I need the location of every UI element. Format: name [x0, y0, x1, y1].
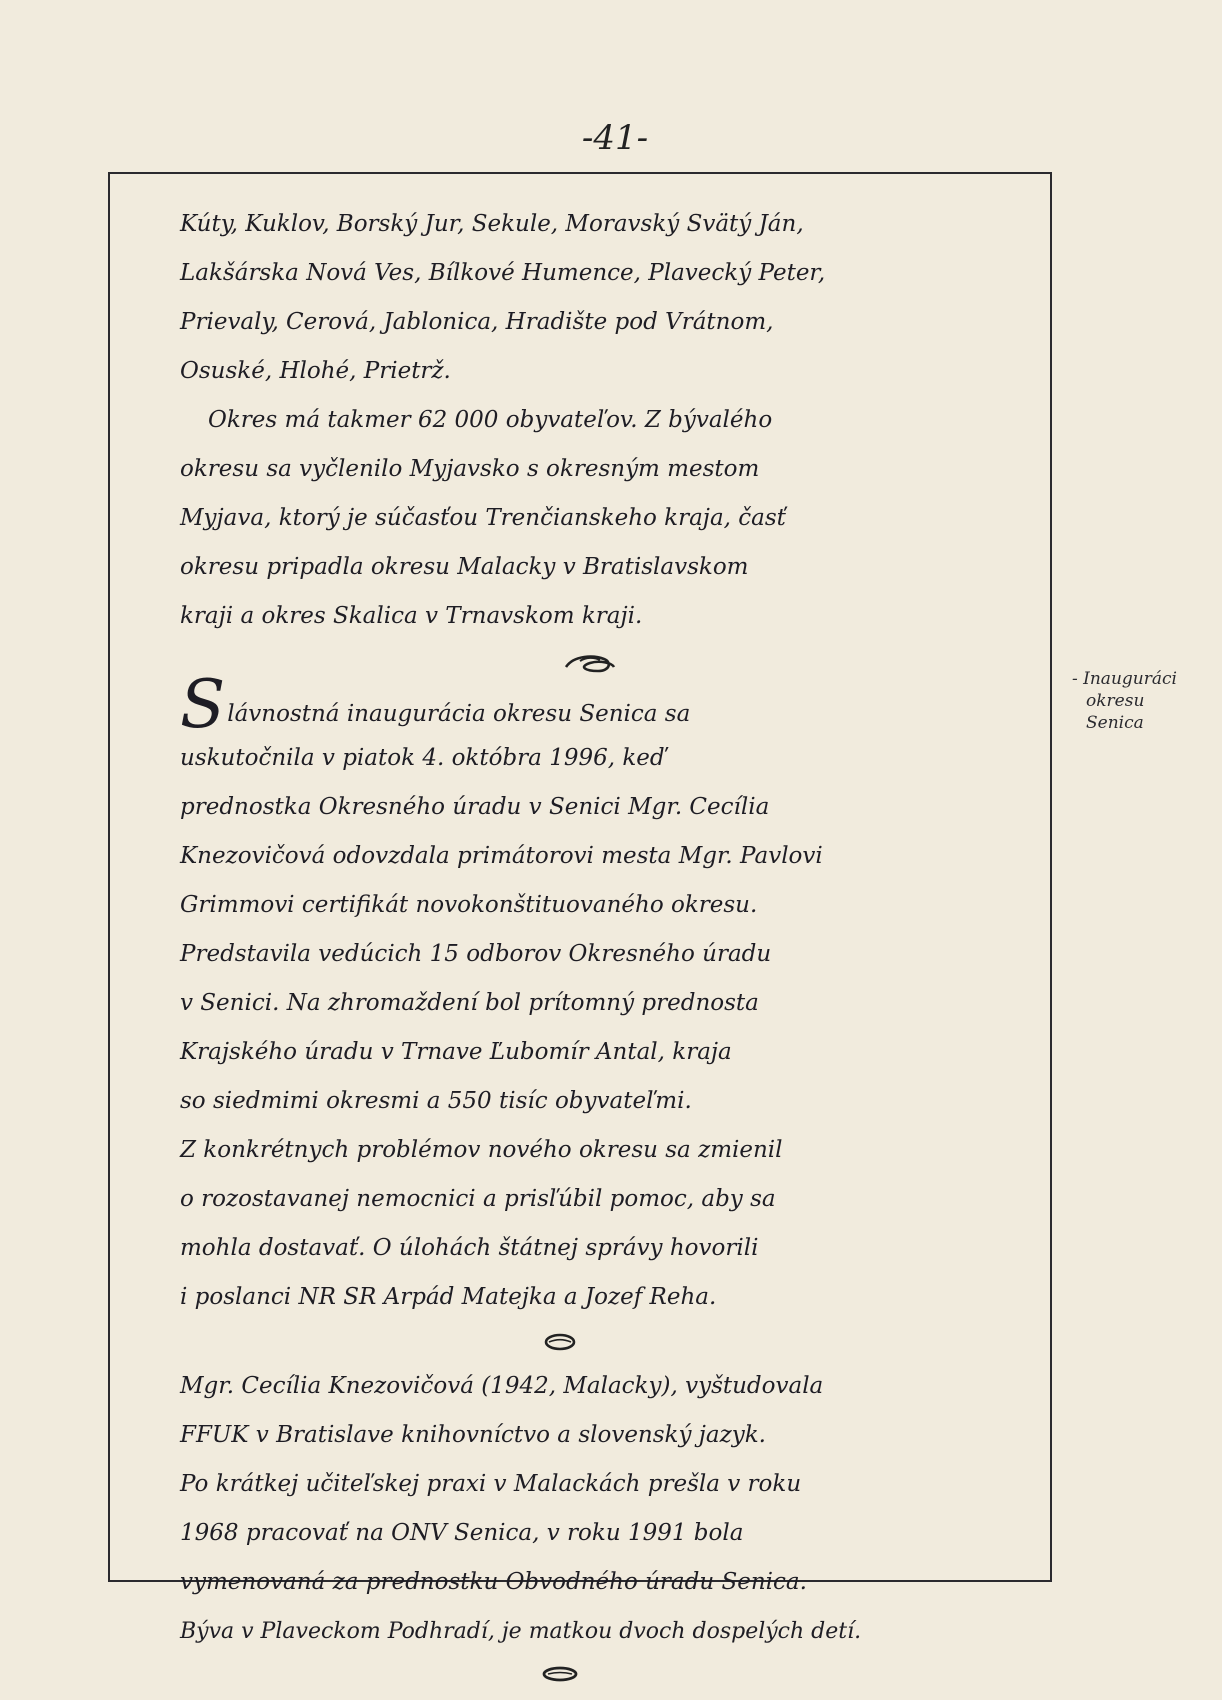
- page-frame: [108, 172, 1052, 1644]
- flourish-icon: [560, 649, 620, 679]
- section-divider-oval: [180, 1322, 1040, 1362]
- margin-note-line: - Inauguráci: [1072, 669, 1177, 689]
- text-line: Býva v Plaveckom Podhradí, je matkou dvoch dospelých detí.: [180, 1619, 862, 1644]
- text-line: i poslanci NR SR Arpád Matejka a Jozef Reha.: [180, 1284, 717, 1310]
- drop-cap: S: [180, 666, 226, 743]
- text-line: 1968 pracovať na ONV Senica, v roku 1991 bola: [180, 1520, 744, 1546]
- oval-ornament-icon: [538, 1662, 582, 1686]
- text-line: o rozostavanej nemocnici a prisľúbil pomoc, aby sa: [180, 1186, 776, 1212]
- text-line: Z konkrétnych problémov nového okresu sa zmienil: [180, 1137, 783, 1163]
- text-line: Po krátkej učiteľskej praxi v Malackách prešla v roku: [180, 1471, 802, 1497]
- text-line: kraji a okres Skalica v Trnavskom kraji.: [180, 603, 643, 629]
- text-line: Osuské, Hlohé, Prietrž.: [180, 358, 451, 384]
- text-line: Knezovičová odovzdala primátorovi mesta Mgr. Pavlovi: [180, 843, 823, 869]
- margin-note: [1072, 668, 1222, 734]
- text-line: Kúty, Kuklov, Borský Jur, Sekule, Moravský Svätý Ján,: [180, 211, 804, 237]
- text-line: okresu pripadla okresu Malacky v Bratislavskom: [180, 554, 749, 580]
- text-line-rest: lávnostná inaugurácia okresu Senica sa: [227, 701, 691, 727]
- handwritten-text: [180, 200, 1040, 1700]
- margin-note-line: Senica: [1086, 713, 1144, 733]
- text-line: vymenovaná za prednostku Obvodného úradu Senica.: [180, 1569, 807, 1595]
- text-line: Okres má takmer 62 000 obyvateľov. Z bývalého: [208, 407, 773, 433]
- text-line: uskutočnila v piatok 4. októbra 1996, keď: [180, 745, 665, 771]
- paragraph-population: [180, 396, 1040, 641]
- paragraph-village-list: [180, 200, 1040, 396]
- text-line: FFUK v Bratislave knihovníctvo a slovenský jazyk.: [180, 1422, 766, 1448]
- text-line: prednostka Okresného úradu v Senici Mgr. Cecília: [180, 794, 770, 820]
- text-line: so siedmimi okresmi a 550 tisíc obyvateľmi.: [180, 1088, 692, 1114]
- text-line: Prievaly, Cerová, Jablonica, Hradište pod Vrátnom,: [180, 309, 774, 335]
- text-line: Grimmovi certifikát novokonštituovaného okresu.: [180, 892, 758, 918]
- margin-note-line: okresu: [1086, 691, 1145, 711]
- text-line: okresu sa vyčlenilo Myjavsko s okresným mestom: [180, 456, 760, 482]
- paragraph-biography: [180, 1362, 1040, 1656]
- oval-ornament-icon: [540, 1330, 580, 1354]
- text-line: mohla dostavať. O úlohách štátnej správy hovorili: [180, 1235, 759, 1261]
- text-line: v Senici. Na zhromaždení bol prítomný prednosta: [180, 990, 759, 1016]
- text-line: Mgr. Cecília Knezovičová (1942, Malacky), vyštudovala: [180, 1373, 824, 1399]
- section-divider-flourish: [180, 641, 1040, 685]
- text-line: Myjava, ktorý je súčasťou Trenčianskeho kraja, časť: [180, 505, 786, 531]
- text-line: Predstavila vedúcich 15 odborov Okresného úradu: [180, 941, 772, 967]
- section-divider-end: [180, 1656, 1040, 1700]
- paragraph-inauguration: [180, 666, 1040, 1322]
- text-line: Lakšárska Nová Ves, Bílkové Humence, Plavecký Peter,: [180, 260, 826, 286]
- page-number: -41-: [581, 118, 649, 158]
- text-line: Krajského úradu v Trnave Ľubomír Antal, kraja: [180, 1039, 732, 1065]
- text-line: [180, 666, 1040, 743]
